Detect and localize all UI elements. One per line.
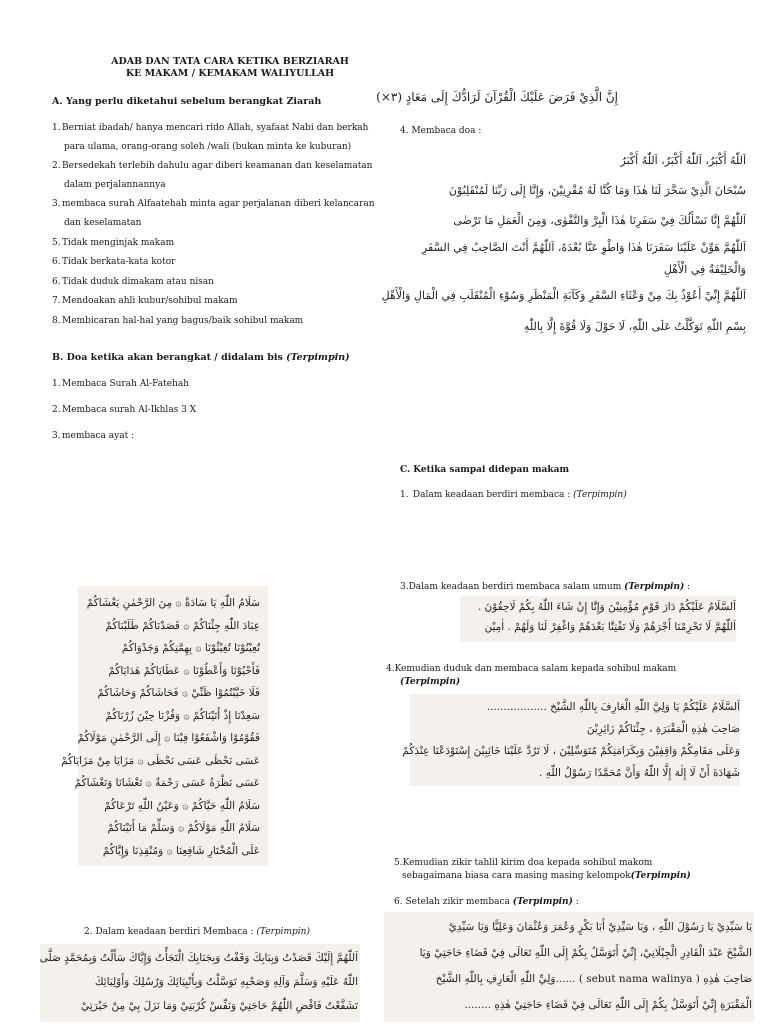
- section-b-heading-em: (Terpimpin): [286, 352, 350, 363]
- document-title: [60, 56, 400, 80]
- poem-arabic: سَلَامُ اللّٰهِ يَا سَادَةْ ۞ مِنَ الرَّحْمٰنِ يَغْشَاكُمْ عِبَادَ اللّٰهِ جِئْنَاكُمْ ۞ قَصَدْنَاكُمْ طَلَبْنَاكُمْ تُعِيْنُوْنَا تُغِيْثُوْنَا ۞ بِهِمَّتِكُمْ وَجَدْوَاكُمْ فَأَحْيُوْنَا وَأَعْطُوْنَا ۞ عَطَايَاكُمْ هَدَايَاكُمْ فَلَا خَيَّبْتُمُوْا ظَنِّيْ ۞ فَحَاشَاكُمْ وَحَاشَاكُمْ سَعِدْنَا إِذْ أَتَيْنَاكُمْ ۞ وَفُزْنَا حِيْنَ زُرْنَاكُمْ فَقُوْمُوْا وَاشْفَعُوْا فِيْنَا ۞ إِلَى الرَّحْمٰنِ مَوْلَاكُمْ عَسَى نَحْظَى عَسَى نَحْظَى ۞ مَزَايَا مِنْ مَزَايَاكُمْ عَسَى نَظْرَةُ عَسَى رَحْمَةٌ ۞ تَغْشَانَا وَتَغْشَاكُمْ سَلَامُ اللّٰهِ حَيَّاكُمْ ۞ وَعَيْنُ اللّٰهِ تَرْعَاكُمْ سَلَامُ اللّٰهِ مَوْلَاكُمْ ۞ وَسَلِّمْ مَا أَتَيْنَاكُمْ عَلَى الْمُخْتَارِ شَافِعِنَا ۞ وَمُنْقِذِنَا وَإِيَّاكُمْ: [61, 597, 260, 857]
- doa-line: وَالْخَلِيْفَةُ فِي الْأَهْلِ: [663, 263, 746, 276]
- doa-line: اَللّٰهُ أَكْبَرُ، اَللّٰهُ أَكْبَرُ، اَللّٰهُ أَكْبَرُ: [620, 154, 746, 167]
- section-b-item-1: 1.Membaca Surah Al-Fatehah: [52, 379, 190, 389]
- item-2: 2. Dalam keadaan berdiri Membaca : (Terpimpin): [84, 927, 310, 937]
- section-a-item: 3.membaca surah Alfaatehah minta agar perjalanan diberi kelancaran: [52, 199, 375, 209]
- title-line-2: KE MAKAM / KEMAKAM WALIYULLAH: [125, 68, 335, 79]
- item-2-arabic: اَللّٰهُمَّ إِلَيْكَ قَصَدْتُ وَبِبَابِكَ وَقَفْتُ وَبِجَنَابِكَ الْتَجَأْتُ وَإِيَّاكَ سَأَلْتُ وَبِمُحَمَّدٍ صَلَّى اللّٰهُ عَلَيْهِ وَسَلَّمَ وَآلِهِ وَصَحْبِهِ تَوَسَّلْتُ وَبِأَنْبِيَائِكَ وَرُسُلِكَ وَأَوْلِيَائِكَ تَشَفَّعْتُ فَاقْضِ اللّٰهُمَّ حَاجَتِيْ وَنَفِّسْ كُرْبَتِيْ وَمَا نَزَلَ بِيْ مِنْ حَيْرَتِيْ: [39, 952, 358, 1012]
- section-a-item: 6.Tidak berkata-kata kotor: [52, 257, 176, 267]
- doa-line: اَللّٰهُمَّ هَوِّنْ عَلَيْنَا سَفَرَنَا هٰذَا وَاطْوِ عَنَّا بُعْدَهُ، اَللّٰهُمَّ أَنْتَ الصَّاحِبُ فِي السَّفَرِ: [421, 241, 746, 254]
- section-c-heading: C. Ketika sampai didepan makam: [400, 465, 569, 475]
- doa-line: بِسْمِ اللّٰهِ تَوَكَّلْتُ عَلَى اللّٰهِ، لَا حَوْلَ وَلَا قُوَّةَ إِلَّا بِاللّٰهِ: [523, 320, 746, 333]
- section-a-item: para ulama, orang-orang soleh /wali (bukan minta ke kuburan): [64, 142, 352, 152]
- ayat-arabic: إِنَّ الَّذِيْ فَرَضَ عَلَيْكَ الْقُرْآنَ لَرَادُّكَ إِلَى مَعَادٍ (٣×): [376, 90, 618, 104]
- salam-umum-arabic: اَلسَّلَامُ عَلَيْكُمْ دَارَ قَوْمٍ مُؤْمِنِيْنَ وَإِنَّا إِنْ شَاءَ اللّٰهُ بِكُمْ لَاحِقُوْنَ . اَللّٰهُمَّ لَا تَحْرِمْنَا أَجْرَهُمْ وَلَا تَفْتِنَّا بَعْدَهُمْ وَاغْفِرْ لَنَا وَلَهُمْ . اٰمِيْن: [477, 601, 736, 633]
- section-a-heading: A. Yang perlu diketahui sebelum berangkat Ziarah: [52, 96, 322, 107]
- section-b-item-3: 3.membaca ayat :: [52, 431, 135, 441]
- section-c-item-4: 4.Kemudian duduk dan membaca salam kepada sohibul makam (Terpimpin): [386, 664, 677, 687]
- doa-line: اَللّٰهُمَّ إِنِّيْ أَعُوْذُ بِكَ مِنْ وَعْثَاءِ السَّفَرِ وَكَآبَةِ الْمَنْظَرِ وَسُوْءِ الْمُنْقَلَبِ فِي الْمَالِ وَالْأَهْلِ: [381, 289, 746, 302]
- section-c-item-5: 5.Kemudian zikir tahlil kirim doa kepada sohibul makom sebagaimana biasa cara masing masing kelompok(Terpimpin): [394, 858, 691, 881]
- section-b-heading-text: B. Doa ketika akan berangkat / didalam bis: [52, 352, 287, 363]
- section-a-item: 6.Tidak duduk dimakam atau nisan: [52, 277, 214, 287]
- section-b-heading: [52, 352, 350, 363]
- section-c-item-3: 3.Dalam keadaan berdiri membaca salam umum (Terpimpin) :: [400, 582, 691, 592]
- doa-arabic-block: [381, 146, 746, 342]
- title-line-1: ADAB DAN TATA CARA KETIKA BERZIARAH: [111, 56, 349, 67]
- section-a-item: 2.Bersedekah terlebih dahulu agar diberi keamanan dan keselamatan: [52, 161, 373, 171]
- section-b-item-2: 2.Membaca surah Al-Ikhlas 3 X: [52, 405, 197, 415]
- section-a-item: 1.Berniat ibadah/ hanya mencari rido Allah, syafaat Nabi dan berkah: [52, 123, 369, 133]
- section-c-item-6: 6. Setelah zikir membaca (Terpimpin) :: [394, 897, 579, 907]
- section-a-item: 5.Tidak menginjak makam: [52, 238, 175, 248]
- zikir-arabic: يَا سَيِّدِيْ يَا رَسُوْلَ اللّٰهِ ، وَيَا سَيِّدِيْ أَبَا بَكْرٍ وَعُمَرَ وَعُثْمَانَ وَعَلِيًّا وَيَا سَيِّدِيْ الشَّيْخَ عَبْدَ الْقَادِرِ الْجِيْلَانِيْ، إِنِّيْ أَتَوَسَّلُ بِكُمْ إِلَى اللّٰهِ تَعَالَى فِيْ قَضَاءِ حَاجَتِيْ وَيَا صَاحِبَ هٰذِهِ ( sebut nama walinya ) ......وَلِيِّ اللّٰهِ الْعَارِفِ بِاللّٰهِ الشَّيْخ الْمَقْبَرَةِ إِنِّيْ أَتَوَسَّلُ بِكُمْ إِلَى اللّٰهِ تَعَالَى فِيْ قَضَاءِ حَاجَتِيْ هٰذِهِ ........: [419, 921, 752, 1011]
- section-a-item: 8.Membicaran hal-hal yang bagus/baik sohibul makam: [52, 316, 304, 326]
- section-a-item: 7.Mendoakan ahli kubur/sohibul makam: [52, 296, 238, 306]
- section-a-item: dalam perjalannannya: [64, 180, 166, 190]
- section-c-item-1: 1. Dalam keadaan berdiri membaca : (Terpimpin): [400, 490, 627, 500]
- salam-sohibul-arabic: اَلسَّلَامُ عَلَيْكُمْ يَا وَلِيَّ اللّٰهِ الْعَارِفَ بِاللّٰهِ الشَّيْخ .................. صَاحِبَ هٰذِهِ الْمَقْبَرَةِ ، جِئْنَاكُمْ زَائِرِيْنَ وَعَلَى مَقَامِكُمْ وَاقِفِيْنَ وَبِكَرَامَتِكُمْ مُتَوَسِّلِيْنَ ، لَا تَرُدَّ عَلَيْنَا خَائِبِيْنَ إِسْتَوْدَعْنَا عِنْدَكُمْ شَهَادَةَ أَنْ لَا إِلٰهَ إِلَّا اللّٰهُ وَأَنَّ مُحَمَّدًا رَسُوْلُ اللّٰهِ .: [402, 701, 740, 779]
- doa-heading: 4. Membaca doa :: [400, 126, 482, 136]
- doa-line: سُبْحَانَ الَّذِيْ سَخَّرَ لَنَا هٰذَا وَمَا كُنَّا لَهُ مُقْرِنِيْنَ، وَإِنَّا إِلَى رَبِّنَا لَمُنْقَلِبُوْنَ: [448, 184, 746, 197]
- section-a-item: dan keselamatan: [64, 218, 142, 228]
- doa-line: اَللّٰهُمَّ إِنَّا نَسْأَلُكَ فِيْ سَفَرِنَا هٰذَا الْبِرَّ وَالتَّقْوٰى، وَمِنَ الْعَمَلِ مَا تَرْضٰى: [453, 214, 746, 227]
